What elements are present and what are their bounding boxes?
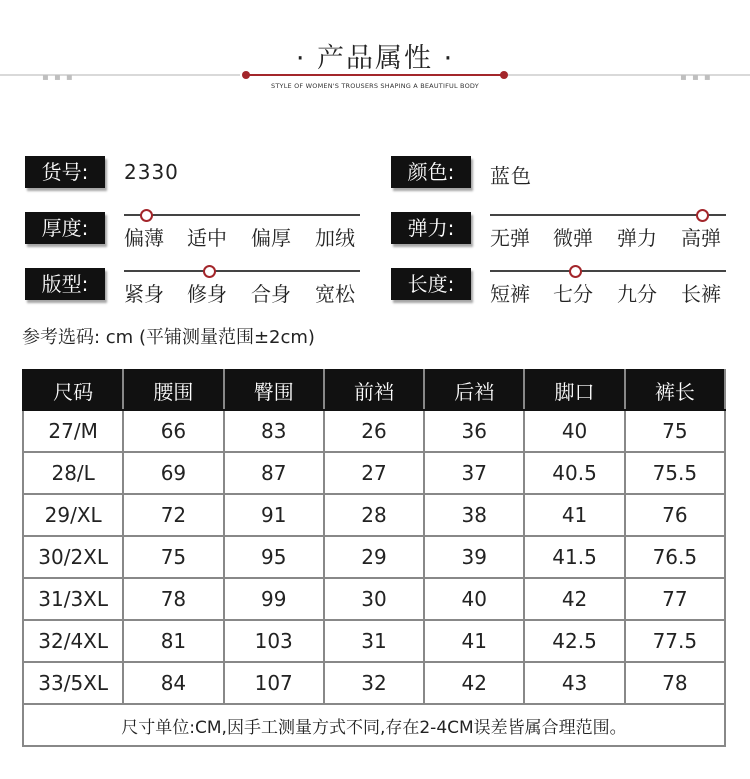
header-waist: 腰围 bbox=[123, 370, 223, 410]
thickness-scale-line bbox=[124, 214, 360, 216]
table-cell: 42 bbox=[424, 662, 524, 704]
table-cell: 69 bbox=[123, 452, 223, 494]
elasticity-label: 弹力: bbox=[391, 212, 471, 244]
table-cell: 76.5 bbox=[625, 536, 725, 578]
table-cell: 33/5XL bbox=[23, 662, 123, 704]
table-cell: 32 bbox=[324, 662, 424, 704]
table-cell: 76 bbox=[625, 494, 725, 536]
length-option-4: 长裤 bbox=[681, 282, 721, 306]
table-cell: 30/2XL bbox=[23, 536, 123, 578]
thickness-option-4: 加绒 bbox=[315, 226, 355, 250]
header-front-rise: 前裆 bbox=[324, 370, 424, 410]
thickness-label: 厚度: bbox=[25, 212, 105, 244]
table-footer-row bbox=[23, 704, 725, 746]
thickness-option-3: 偏厚 bbox=[251, 226, 291, 250]
length-selected-marker bbox=[569, 265, 582, 278]
table-cell: 31/3XL bbox=[23, 578, 123, 620]
length-label: 长度: bbox=[391, 268, 471, 300]
table-cell: 77.5 bbox=[625, 620, 725, 662]
table-cell: 40.5 bbox=[524, 452, 624, 494]
table-cell: 42 bbox=[524, 578, 624, 620]
table-cell: 77 bbox=[625, 578, 725, 620]
table-cell: 99 bbox=[224, 578, 324, 620]
table-cell: 42.5 bbox=[524, 620, 624, 662]
fit-option-1: 紧身 bbox=[124, 282, 164, 306]
table-cell: 31 bbox=[324, 620, 424, 662]
fit-scale-line bbox=[124, 270, 360, 272]
header-size: 尺码 bbox=[23, 370, 123, 410]
elasticity-option-1: 无弹 bbox=[490, 226, 530, 250]
table-cell: 26 bbox=[324, 410, 424, 452]
table-cell: 87 bbox=[224, 452, 324, 494]
table-cell: 28/L bbox=[23, 452, 123, 494]
table-cell: 81 bbox=[123, 620, 223, 662]
size-reference-note: 参考选码: cm (平铺测量范围±2cm) bbox=[22, 327, 315, 348]
table-cell: 84 bbox=[123, 662, 223, 704]
fit-label: 版型: bbox=[25, 268, 105, 300]
length-option-2: 七分 bbox=[553, 282, 593, 306]
size-table-header-row bbox=[23, 370, 725, 410]
table-cell: 39 bbox=[424, 536, 524, 578]
header-hip: 臀围 bbox=[224, 370, 324, 410]
elasticity-selected-marker bbox=[696, 209, 709, 222]
fit-selected-marker bbox=[203, 265, 216, 278]
length-option-3: 九分 bbox=[617, 282, 657, 306]
page-subtitle: STYLE OF WOMEN'S TROUSERS SHAPING A BEAUTIFUL BODY bbox=[271, 82, 479, 90]
table-row bbox=[23, 536, 725, 578]
item-no-label: 货号: bbox=[25, 156, 105, 188]
table-cell: 75 bbox=[625, 410, 725, 452]
page-title: · 产品属性 · bbox=[295, 43, 455, 74]
header-dots-right: ▪ ▪ ▪ bbox=[680, 72, 712, 83]
table-cell: 36 bbox=[424, 410, 524, 452]
length-scale-line bbox=[490, 270, 726, 272]
table-row bbox=[23, 662, 725, 704]
table-row bbox=[23, 578, 725, 620]
length-option-1: 短裤 bbox=[490, 282, 530, 306]
table-cell: 78 bbox=[123, 578, 223, 620]
table-cell: 107 bbox=[224, 662, 324, 704]
fit-option-2: 修身 bbox=[187, 282, 227, 306]
table-cell: 72 bbox=[123, 494, 223, 536]
fit-option-3: 合身 bbox=[251, 282, 291, 306]
table-cell: 41 bbox=[524, 494, 624, 536]
size-table bbox=[22, 369, 726, 747]
item-no-value: 2330 bbox=[124, 160, 179, 184]
header-back-rise: 后裆 bbox=[424, 370, 524, 410]
table-cell: 28 bbox=[324, 494, 424, 536]
table-cell: 30 bbox=[324, 578, 424, 620]
table-cell: 91 bbox=[224, 494, 324, 536]
thickness-option-1: 偏薄 bbox=[124, 226, 164, 250]
table-cell: 43 bbox=[524, 662, 624, 704]
table-cell: 66 bbox=[123, 410, 223, 452]
table-row bbox=[23, 620, 725, 662]
header-pants-length: 裤长 bbox=[625, 370, 725, 410]
table-cell: 83 bbox=[224, 410, 324, 452]
table-row bbox=[23, 452, 725, 494]
table-cell: 29 bbox=[324, 536, 424, 578]
table-cell: 40 bbox=[424, 578, 524, 620]
elasticity-option-4: 高弹 bbox=[681, 226, 721, 250]
table-cell: 27/M bbox=[23, 410, 123, 452]
table-cell: 75.5 bbox=[625, 452, 725, 494]
elasticity-scale-line bbox=[490, 214, 726, 216]
elasticity-option-2: 微弹 bbox=[553, 226, 593, 250]
fit-option-4: 宽松 bbox=[315, 282, 355, 306]
elasticity-option-3: 弹力 bbox=[617, 226, 657, 250]
thickness-selected-marker bbox=[140, 209, 153, 222]
header-leg-opening: 脚口 bbox=[524, 370, 624, 410]
measurement-footnote: 尺寸单位:CM,因手工测量方式不同,存在2-4CM误差皆属合理范围。 bbox=[23, 704, 725, 746]
table-cell: 41 bbox=[424, 620, 524, 662]
table-cell: 41.5 bbox=[524, 536, 624, 578]
table-cell: 103 bbox=[224, 620, 324, 662]
color-label: 颜色: bbox=[391, 156, 471, 188]
table-cell: 27 bbox=[324, 452, 424, 494]
color-value: 蓝色 bbox=[490, 164, 532, 188]
header-dots-left: ▪ ▪ ▪ bbox=[42, 72, 74, 83]
table-cell: 38 bbox=[424, 494, 524, 536]
table-cell: 75 bbox=[123, 536, 223, 578]
table-cell: 29/XL bbox=[23, 494, 123, 536]
table-cell: 40 bbox=[524, 410, 624, 452]
table-cell: 37 bbox=[424, 452, 524, 494]
table-cell: 32/4XL bbox=[23, 620, 123, 662]
table-row bbox=[23, 494, 725, 536]
thickness-option-2: 适中 bbox=[187, 226, 227, 250]
table-cell: 95 bbox=[224, 536, 324, 578]
table-cell: 78 bbox=[625, 662, 725, 704]
table-row bbox=[23, 410, 725, 452]
